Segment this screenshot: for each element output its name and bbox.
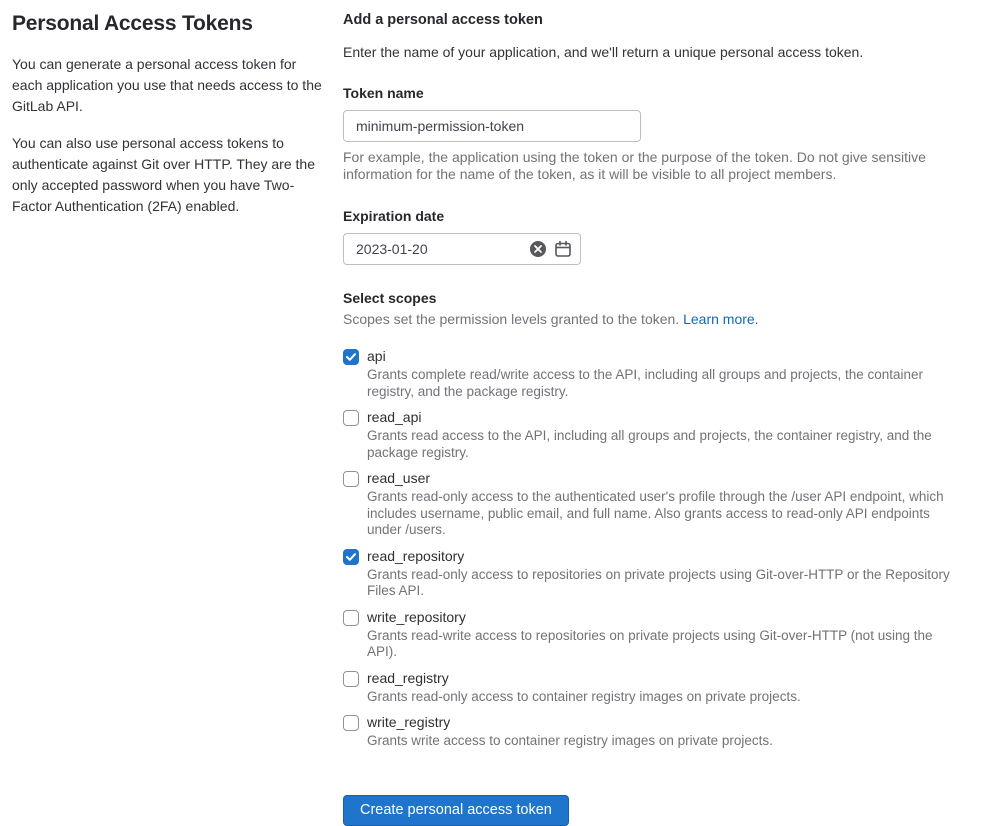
scope-row (343, 669, 965, 706)
scope-label[interactable]: read_registry (367, 669, 449, 686)
scope-body (367, 347, 965, 400)
scope-label[interactable]: write_registry (367, 714, 451, 730)
select-scopes-group (343, 290, 965, 750)
scope-body (367, 608, 965, 661)
scope-body (367, 713, 773, 750)
page-description-1: You can generate a personal access token for each application you use that needs access to the GitLab API. (12, 56, 322, 114)
add-token-form (343, 12, 965, 826)
create-token-button[interactable]: Create personal access token (343, 795, 569, 826)
scope-body (367, 547, 965, 600)
scope-description: Grants read-only access to the authenticated user's profile through the /user API endpoint, which includes username, public email, and full name. Also grants access to read-only API endpoints under /users. (367, 489, 944, 537)
scope-row (343, 608, 965, 661)
calendar-icon[interactable] (554, 240, 572, 258)
expiration-date-label: Expiration date (343, 208, 445, 224)
page-description-column (12, 12, 331, 826)
token-name-group (343, 85, 965, 183)
scope-body (367, 469, 965, 539)
check-icon (346, 353, 356, 361)
token-name-input[interactable] (343, 110, 641, 142)
scope-label[interactable]: write_repository (367, 608, 466, 625)
scope-description: Grants complete read/write access to the API, including all groups and projects, the container registry, and the package registry. (367, 367, 924, 399)
scope-checkbox[interactable] (343, 471, 359, 487)
clear-date-icon[interactable] (529, 240, 547, 258)
scopes-hint (343, 310, 965, 328)
scope-row (343, 408, 965, 461)
scope-description: Grants read-write access to repositories on private projects using Git-over-HTTP (not using the API). (367, 627, 933, 659)
select-scopes-label: Select scopes (343, 290, 437, 306)
scope-row (343, 347, 965, 400)
token-name-hint: For example, the application using the token or the purpose of the token. Do not give sensitive information for the name of the token, as it will be visible to all project members. (343, 149, 926, 182)
scope-row (343, 547, 965, 600)
scope-label[interactable]: read_api (367, 409, 422, 425)
scope-checkbox[interactable] (343, 410, 359, 426)
learn-more-link[interactable]: Learn more. (683, 311, 759, 327)
scope-checkbox[interactable] (343, 715, 359, 731)
scopes-list (343, 347, 965, 750)
expiration-date-group (343, 208, 965, 265)
form-subheading: Enter the name of your application, and we'll return a unique personal access token. (343, 44, 864, 60)
scope-label[interactable]: api (367, 348, 386, 364)
scope-label[interactable]: read_user (367, 470, 431, 486)
scope-checkbox[interactable] (343, 610, 359, 626)
token-name-label: Token name (343, 85, 424, 101)
page-title: Personal Access Tokens (12, 12, 253, 35)
scope-row (343, 713, 965, 750)
scope-row (343, 469, 965, 539)
expiration-date-field (343, 233, 581, 265)
page-description-2: You can also use personal access tokens to authenticate against Git over HTTP. They are the only accepted password when you have Two-Factor Authentication (2FA) enabled. (12, 135, 315, 214)
scope-label[interactable]: read_repository (367, 547, 465, 564)
scope-body (367, 669, 801, 706)
scopes-hint-text: Scopes set the permission levels granted to the token. (343, 311, 680, 327)
scope-description: Grants write access to container registry images on private projects. (367, 733, 773, 748)
scope-checkbox[interactable] (343, 349, 359, 365)
form-heading: Add a personal access token (343, 12, 543, 28)
scope-checkbox[interactable] (343, 671, 359, 687)
scope-description: Grants read access to the API, including all groups and projects, the container registry, and the package registry. (367, 428, 932, 460)
expiration-date-input[interactable] (356, 241, 522, 257)
scope-checkbox[interactable] (343, 549, 359, 565)
scope-description: Grants read-only access to repositories on private projects using Git-over-HTTP or the Repository Files API. (367, 566, 950, 598)
scope-description: Grants read-only access to container registry images on private projects. (367, 688, 801, 704)
check-icon (346, 553, 356, 561)
scope-body (367, 408, 965, 461)
